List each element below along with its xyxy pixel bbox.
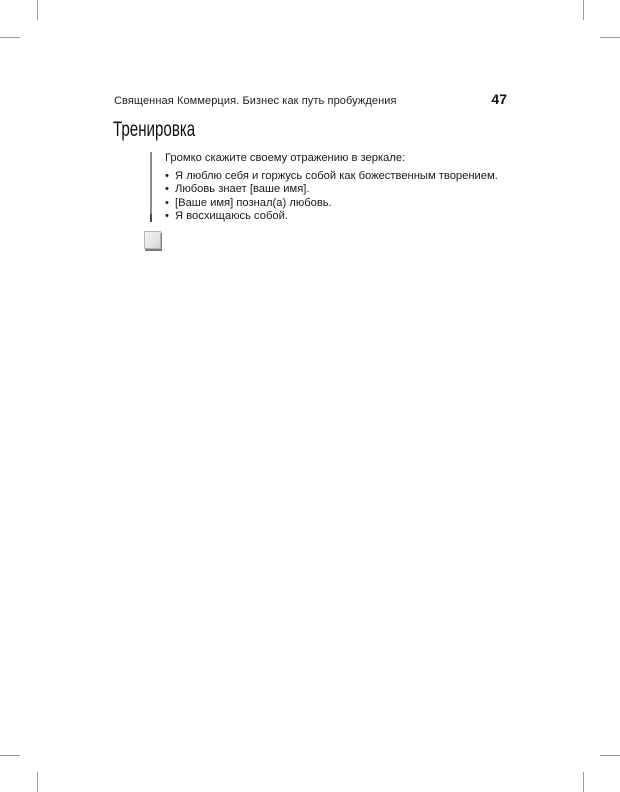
bullet-icon: • [165,196,169,209]
list-item [165,170,530,184]
list-item [165,210,530,224]
exercise-margin-rule [150,152,152,222]
section-title: Тренировка [113,118,196,141]
exercise-block [150,152,530,224]
crop-mark-bottom-right [583,772,584,792]
crop-mark-top-left [37,0,38,20]
bullet-icon: • [165,169,169,182]
list-item [165,183,530,197]
exercise-intro: Громко скажите своему отражению в зеркале: [165,152,406,164]
bullet-icon: • [165,183,169,195]
list-item [165,197,530,211]
list-item-text: [Ваше имя] познал(а) любовь. [175,196,332,209]
exercise-list [165,170,530,224]
list-item-text: Я восхищаюсь собой. [175,210,288,222]
page-number: 47 [491,91,507,107]
checkbox-icon[interactable] [144,231,161,249]
crop-mark-right-bottom [600,755,620,756]
crop-mark-bottom-left [37,772,38,792]
bullet-icon: • [165,210,169,222]
running-head: Священная Коммерция. Бизнес как путь пробуждения [114,95,397,107]
crop-mark-top-right [583,0,584,20]
list-item-text: Я люблю себя и горжусь собой как божественным творением. [175,169,498,182]
crop-mark-left-bottom [0,755,20,756]
list-item-text: Любовь знает [ваше имя]. [175,183,310,195]
crop-mark-right-top [600,37,620,38]
exercise-body [165,152,530,224]
crop-mark-left-top [0,37,20,38]
